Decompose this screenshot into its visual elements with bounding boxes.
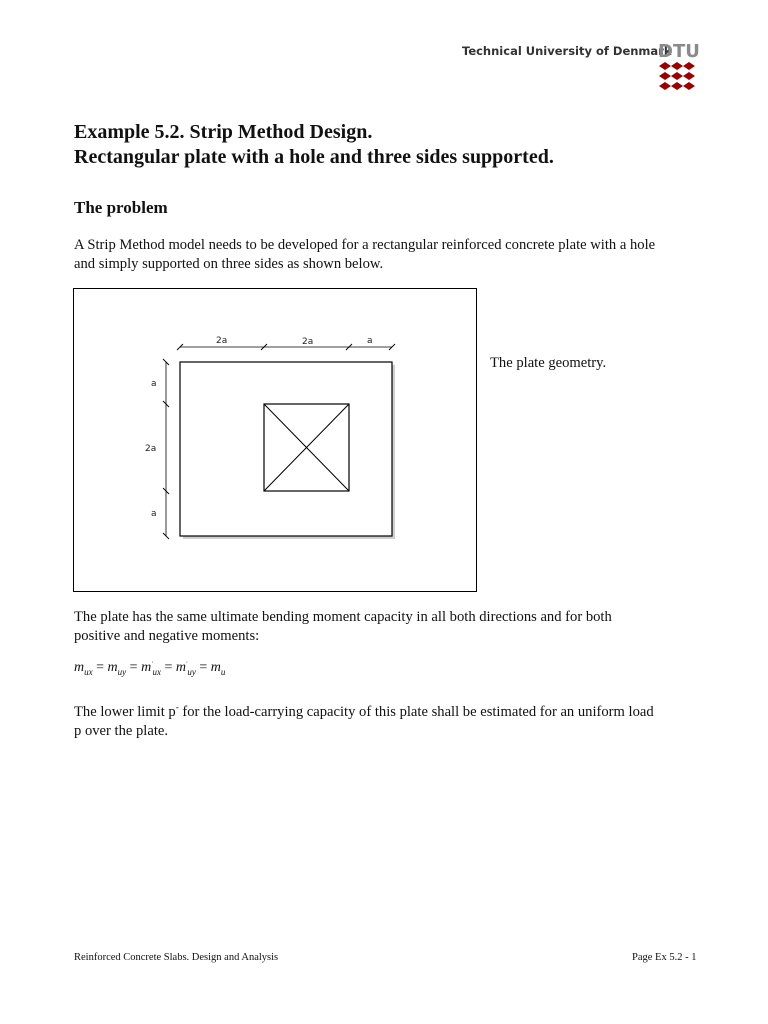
- title-line-2: Rectangular plate with a hole and three sides supported.: [74, 146, 554, 168]
- paragraph-lower-limit-line-2: p over the plate.: [74, 722, 169, 739]
- institution-name: Technical University of Denmark: [462, 44, 672, 58]
- eq-sub1: ux: [84, 666, 93, 677]
- eq-m1: m: [74, 660, 85, 675]
- paragraph-intro-line-2: and simply supported on three sides as shown below.: [74, 256, 384, 272]
- eq-equals-1: =: [96, 660, 105, 675]
- eq-equals-2: =: [129, 660, 138, 675]
- footer-page-number: Page Ex 5.2 - 1: [632, 952, 697, 963]
- document-title: [74, 120, 554, 170]
- paragraph-lower-limit-line-1: [74, 698, 714, 722]
- moment-equation: $m_{ux} = m_{uy} = m'_{ux} = m'_{uy} = m_u$: [74, 660, 226, 677]
- title-line-1: Example 5.2. Strip Method Design.: [74, 121, 373, 143]
- dtu-logo: [656, 40, 700, 96]
- eq-sub5: u: [220, 666, 226, 677]
- footer-book-title: Reinforced Concrete Slabs. Design and Analysis: [74, 952, 279, 963]
- dtu-logo-text: DTU: [658, 41, 700, 62]
- eq-m4: m: [175, 660, 187, 675]
- paragraph-lower-limit: [74, 698, 714, 741]
- eq-m3: m: [141, 660, 152, 675]
- plate-figure: [73, 288, 477, 592]
- plate-diagram: [74, 289, 476, 591]
- eq-sub4: uy: [187, 666, 196, 677]
- eq-m5: m: [210, 660, 221, 675]
- figure-caption: The plate geometry.: [490, 355, 607, 371]
- left-dimension-label-1: a: [151, 379, 157, 389]
- top-dimension-label-3: a: [367, 336, 373, 346]
- paragraph-capacity: [74, 608, 714, 646]
- section-heading: The problem: [74, 198, 168, 217]
- lower-limit-text-a: The lower limit p: [74, 703, 176, 720]
- eq-sub2: uy: [117, 666, 127, 677]
- paragraph-capacity-line-1: The plate has the same ultimate bending moment capacity in all both directions and for both: [74, 609, 612, 625]
- eq-equals-3: =: [164, 660, 173, 675]
- left-dimension-label-2: 2a: [145, 444, 157, 454]
- eq-equals-4: =: [199, 660, 208, 675]
- eq-m2: m: [107, 660, 118, 675]
- top-dimension-label-1: 2a: [216, 336, 228, 346]
- paragraph-intro-line-1: A Strip Method model needs to be developed for a rectangular reinforced concrete plate with a hole: [74, 237, 656, 253]
- eq-sub3: ux: [152, 666, 161, 677]
- paragraph-intro: [74, 236, 714, 274]
- lower-limit-superscript: -: [175, 702, 179, 712]
- lower-limit-text-b: for the load-carrying capacity of this plate shall be estimated for an uniform load: [178, 703, 654, 720]
- top-dimension-label-2: 2a: [302, 337, 314, 347]
- paragraph-capacity-line-2: positive and negative moments:: [74, 628, 260, 644]
- left-dimension-label-3: a: [151, 509, 157, 519]
